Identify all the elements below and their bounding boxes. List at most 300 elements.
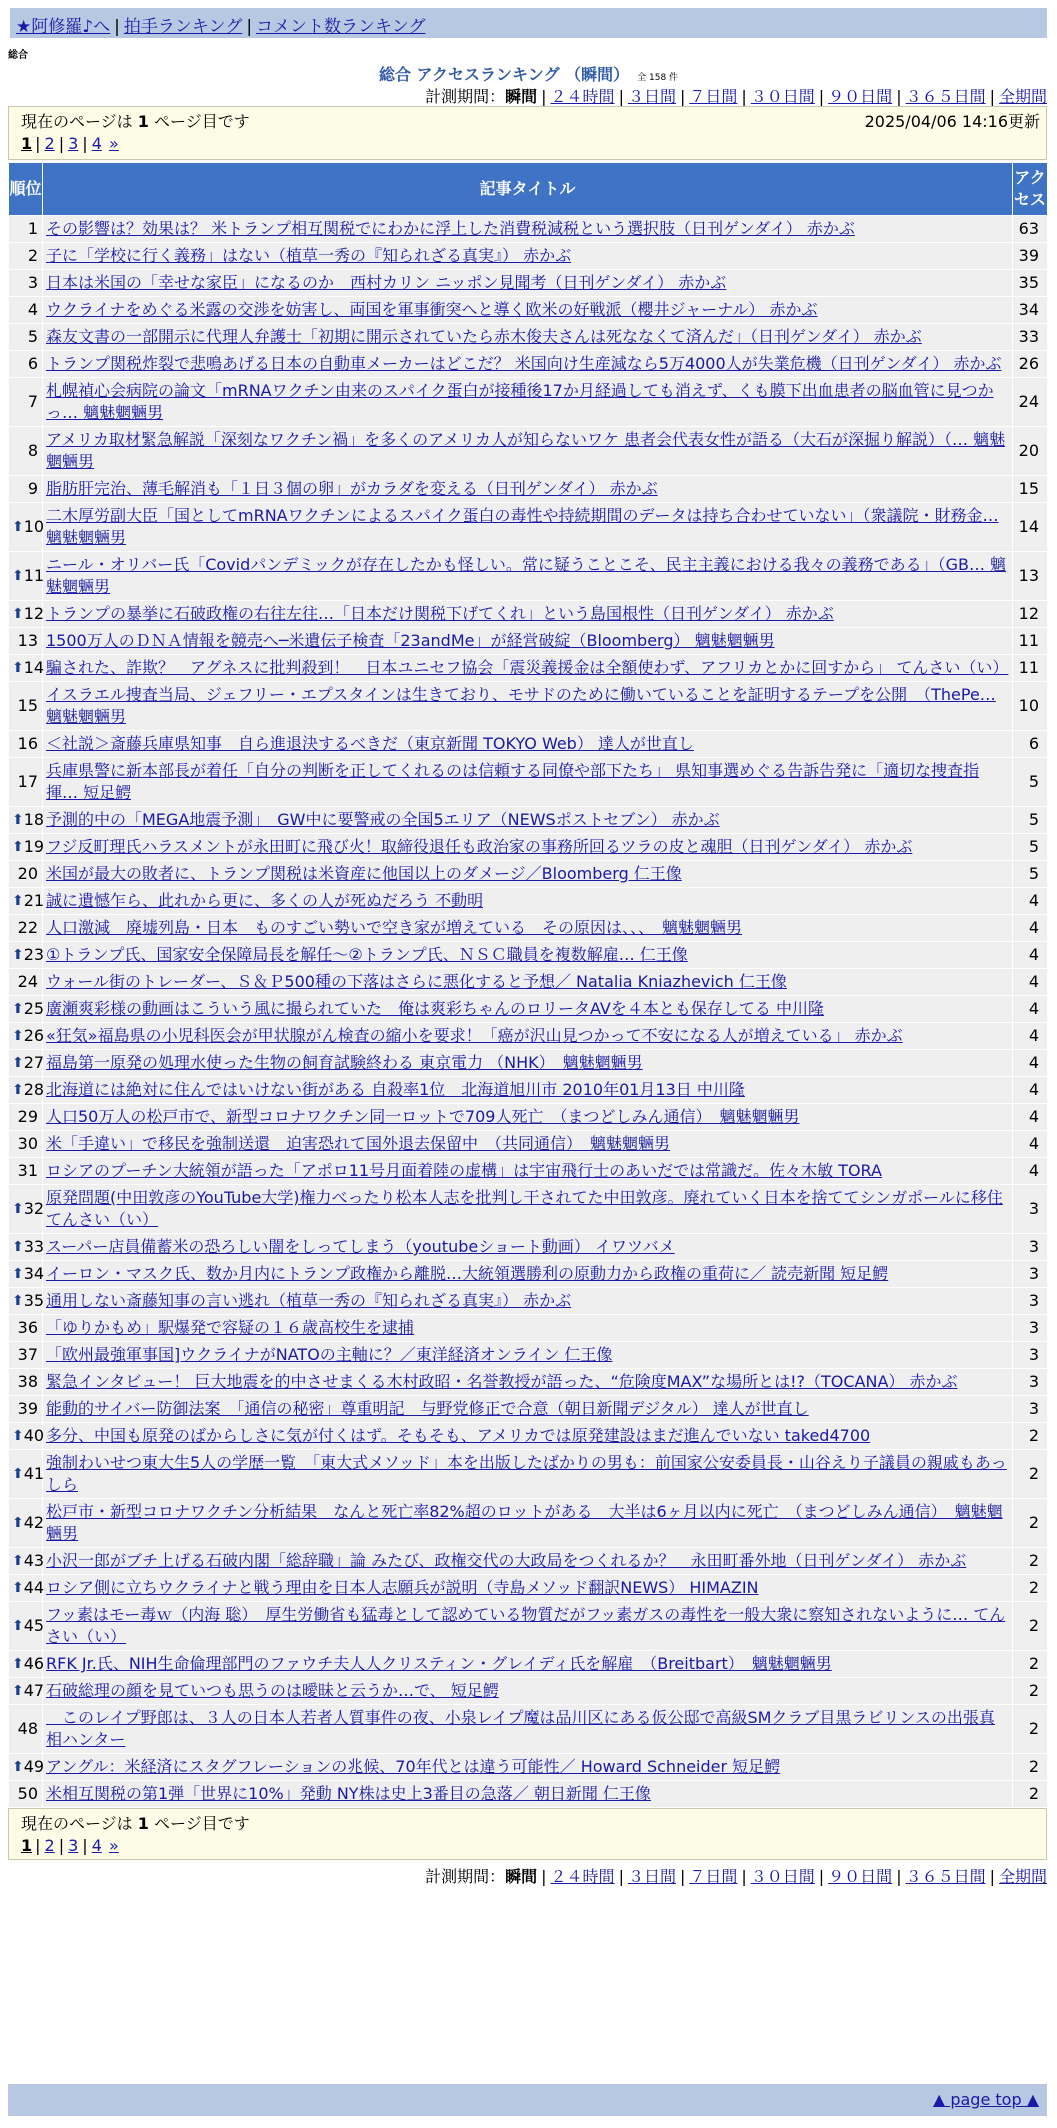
title-cell (43, 1396, 1013, 1423)
table-row (9, 1131, 1048, 1158)
title-cell (43, 1185, 1013, 1234)
rank-number: 37 (17, 1345, 38, 1364)
table-row (9, 243, 1048, 270)
article-link[interactable]: 札幌禎心会病院の論文「mRNAワクチン由来のスパイク蛋白が接種後17か月経過しても消えず、くも膜下出血患者の脳血管に見つかっ… 魑魅魍魎男 (46, 381, 994, 422)
title-cell (43, 1104, 1013, 1131)
article-link[interactable]: 小沢一郎がブチ上げる石破内閣「総辞職」論 みたび、政権交代の大政局をつくれるか？ 永田町番外地（日刊ゲンダイ） 赤かぶ (46, 1551, 967, 1570)
access-count: 2 (1013, 1423, 1048, 1450)
rank-number: 20 (17, 864, 38, 883)
article-link[interactable]: スーパー店員備蓄米の恐ろしい闇をしってしまう（youtubeショート動画） イワツバメ (46, 1237, 675, 1256)
rank-number: 32 (23, 1199, 45, 1218)
page-separator: | (82, 1836, 88, 1855)
table-row (9, 1050, 1048, 1077)
rank-cell (9, 243, 43, 270)
access-count: 2 (1013, 1754, 1048, 1781)
period-selector-top (425, 84, 1047, 107)
access-count: 12 (1013, 601, 1048, 628)
rank-up-arrow-icon: ⬆ (12, 1028, 24, 1044)
page-status: 現在のページは 1 ページ目です (21, 1814, 250, 1833)
table-row (9, 1705, 1048, 1754)
article-link[interactable]: RFK Jr.氏、NIH生命倫理部門のファウチ夫人人クリスティン・グレイディ氏を解雇 （Breitbart） 魑魅魍魎男 (46, 1654, 832, 1673)
title-cell (43, 351, 1013, 378)
table-row (9, 503, 1048, 552)
rank-number: 35 (23, 1291, 45, 1310)
rank-number: 49 (23, 1757, 45, 1776)
rank-cell (9, 1450, 43, 1499)
period-separator: | (618, 87, 624, 106)
rank-up-arrow-icon: ⬆ (12, 1201, 24, 1217)
period-link[interactable]: ２４時間 (550, 1867, 615, 1886)
title-cell (43, 1499, 1013, 1548)
page-separator: | (58, 1836, 65, 1855)
rank-number: 3 (27, 273, 38, 292)
article-link[interactable]: トランプ関税炸裂で悲鳴あげる日本の自動車メーカーはどこだ？ 米国向け生産減なら5万4000人が失業危機（日刊ゲンダイ） 赤かぶ (46, 354, 1002, 373)
breadcrumb: 総合 (8, 50, 28, 61)
table-row (9, 297, 1048, 324)
period-link[interactable]: ７日間 (689, 1867, 738, 1886)
title-cell (43, 1077, 1013, 1104)
table-row (9, 1450, 1048, 1499)
rank-up-arrow-icon: ⬆ (12, 1239, 24, 1255)
period-link[interactable]: 全期間 (998, 1867, 1047, 1886)
rank-cell (9, 351, 43, 378)
article-link[interactable]: 石破総理の顔を見ていつも思うのは曖昧と云うか…で、 短足鰐 (46, 1681, 499, 1700)
access-count: 13 (1013, 552, 1048, 601)
article-link[interactable]: «狂気»福島県の小児科医会が甲状腺がん検査の縮小を要求！「癌が沢山見つかって不安になる人が増えている」 赤かぶ (46, 1026, 903, 1045)
rank-number: 30 (17, 1134, 38, 1153)
period-separator: | (541, 87, 547, 106)
rank-cell (9, 1754, 43, 1781)
title-cell (43, 1548, 1013, 1575)
article-link[interactable]: 米「手違い」で移民を強制送還 迫害恐れて国外退去保留中 （共同通信） 魑魅魍魎男 (46, 1134, 671, 1153)
access-count: 5 (1013, 758, 1048, 807)
period-selector-bottom (425, 1864, 1047, 1887)
access-count: 4 (1013, 1077, 1048, 1104)
article-link[interactable]: 日本は米国の「幸せな家臣」になるのか 西村カリン ニッポン見聞考（日刊ゲンダイ） 赤かぶ (46, 273, 727, 292)
table-row (9, 476, 1048, 503)
access-count: 5 (1013, 807, 1048, 834)
article-link[interactable]: 二木厚労副大臣「国としてmRNAワクチンによるスパイク蛋白の毒性や持続期間のデータは持ち合わせていない」（衆議院・財務金… 魑魅魍魎男 (46, 506, 999, 547)
pager-panel-top (8, 106, 1047, 160)
period-separator: | (896, 1867, 902, 1886)
rank-cell (9, 1575, 43, 1602)
rank-number: 41 (23, 1464, 45, 1483)
period-separator: | (679, 87, 686, 106)
article-link[interactable]: ＜社説＞斎藤兵庫県知事 自ら進退決するべきだ（東京新聞 TOKYO Web） 達人が世直し (46, 734, 694, 753)
table-row (9, 601, 1048, 628)
title-cell (43, 503, 1013, 552)
rank-up-arrow-icon: ⬆ (12, 1515, 24, 1531)
article-link[interactable]: 松戸市・新型コロナワクチン分析結果 なんと死亡率82%超のロットがある 大半は6ヶ月以内に死亡 （まつどしみん通信） 魑魅魍魎男 (46, 1502, 1003, 1543)
title-cell (43, 427, 1013, 476)
rank-cell (9, 476, 43, 503)
title-cell (43, 1754, 1013, 1781)
rank-number: 36 (17, 1318, 38, 1337)
period-link[interactable]: ３日間 (627, 87, 676, 106)
rank-up-arrow-icon: ⬆ (12, 568, 24, 584)
top-nav-bar (10, 8, 1047, 38)
access-count: 4 (1013, 1158, 1048, 1185)
period-link[interactable]: ３６５日間 (905, 87, 986, 106)
nav-link-clap-ranking[interactable]: 拍手ランキング (123, 17, 243, 37)
article-link[interactable]: 森友文書の一部開示に代理人弁護士「初期に開示されていたら赤木俊夫さんは死ななくて済んだ」（日刊ゲンダイ） 赤かぶ (46, 327, 922, 346)
rank-cell (9, 628, 43, 655)
rank-cell (9, 915, 43, 942)
rank-number: 28 (23, 1080, 45, 1099)
rank-cell (9, 942, 43, 969)
ranking-table-body (9, 216, 1048, 1808)
table-row (9, 1288, 1048, 1315)
rank-up-arrow-icon: ⬆ (12, 1553, 24, 1569)
period-separator: | (741, 1867, 747, 1886)
article-link[interactable]: ウォール街のトレーダー、Ｓ＆Ｐ500種の下落はさらに悪化すると予想／ Natalia Kniazhevich 仁王像 (46, 972, 787, 991)
access-count: 2 (1013, 1499, 1048, 1548)
period-link[interactable]: ７日間 (689, 87, 738, 106)
title-cell (43, 1261, 1013, 1288)
rank-up-arrow-icon: ⬆ (12, 1656, 24, 1672)
rank-number: 7 (27, 392, 38, 411)
table-row (9, 655, 1048, 682)
title-cell (43, 807, 1013, 834)
access-count: 10 (1013, 682, 1048, 731)
access-count: 26 (1013, 351, 1048, 378)
nav-link-comment-ranking[interactable]: コメント数ランキング (256, 17, 426, 37)
access-count: 2 (1013, 1548, 1048, 1575)
table-row (9, 324, 1048, 351)
rank-cell (9, 1077, 43, 1104)
rank-up-arrow-icon: ⬆ (12, 812, 24, 828)
table-row (9, 1023, 1048, 1050)
article-link[interactable]: その影響は？効果は？ 米トランプ相互関税でにわかに浮上した消費税減税という選択肢（日刊ゲンダイ） 赤かぶ (46, 219, 855, 238)
page-separator: | (82, 134, 88, 153)
table-row (9, 834, 1048, 861)
period-label: 計測期間： (425, 87, 506, 106)
rank-number: 6 (27, 354, 38, 373)
access-count: 33 (1013, 324, 1048, 351)
article-link[interactable]: アメリカ取材緊急解説「深刻なワクチン禍」を多くのアメリカ人が知らないワケ 患者会代表女性が語る（大石が深掘り解説）（… 魑魅魍魎男 (46, 430, 1006, 471)
rank-up-arrow-icon: ⬆ (12, 1293, 24, 1309)
article-link[interactable]: 子に「学校に行く義務」はない（植草一秀の『知られざる真実』） 赤かぶ (46, 246, 572, 265)
title-cell (43, 216, 1013, 243)
rank-cell (9, 1315, 43, 1342)
rank-up-arrow-icon: ⬆ (12, 1580, 24, 1596)
access-count: 3 (1013, 1288, 1048, 1315)
rank-number: 46 (23, 1654, 45, 1673)
period-label: 計測期間： (425, 1867, 506, 1886)
rank-cell (9, 1050, 43, 1077)
title-cell (43, 758, 1013, 807)
ranking-table (8, 162, 1048, 1808)
table-row (9, 1678, 1048, 1705)
article-link[interactable]: フジ反町理氏ハラスメントが永田町に飛び火！取締役退任も政治家の事務所回るツラの皮と魂胆（日刊ゲンダイ） 赤かぶ (46, 837, 913, 856)
rank-cell (9, 861, 43, 888)
article-link[interactable]: 米相互関税の第1弾「世界に10%」発動 NY株は史上3番目の急落／ 朝日新聞 仁王像 (46, 1784, 651, 1803)
page-link[interactable]: 2 (44, 134, 55, 153)
access-count: 4 (1013, 915, 1048, 942)
table-row (9, 427, 1048, 476)
table-row (9, 1261, 1048, 1288)
article-link[interactable]: 強制わいせつ東大生5人の学歴一覧 「東大式メソッド」本を出版したばかりの男も：前国家公安委員長・山谷えり子議員の親戚もあっしら (46, 1453, 1007, 1494)
rank-up-arrow-icon: ⬆ (12, 519, 24, 535)
table-row (9, 915, 1048, 942)
page-top-link[interactable]: ▲ page top ▲ (932, 2090, 1039, 2109)
page-link[interactable]: 3 (68, 134, 79, 153)
updated-timestamp: 2025/04/06 14:16更新 (864, 112, 1040, 131)
article-link[interactable]: 能動的サイバー防御法案 「通信の秘密」尊重明記 与野党修正で合意（朝日新聞デジタル） 達人が世直し (46, 1399, 809, 1418)
period-link[interactable]: ３６５日間 (905, 1867, 986, 1886)
title-cell (43, 1602, 1013, 1651)
article-link[interactable]: 廣瀬爽彩様の動画はこういう風に撮られていた 俺は爽彩ちゃんのロリータAVを４本とも保存してる 中川隆 (46, 999, 824, 1018)
title-cell (43, 1423, 1013, 1450)
rank-number: 40 (23, 1426, 45, 1445)
access-count: 3 (1013, 1369, 1048, 1396)
rank-number: 26 (23, 1026, 45, 1045)
rank-cell (9, 731, 43, 758)
page-link[interactable]: 3 (68, 1836, 79, 1855)
access-count: 14 (1013, 503, 1048, 552)
title-cell (43, 682, 1013, 731)
access-count: 4 (1013, 1023, 1048, 1050)
article-link[interactable]: 誠に遺憾乍ら、此れから更に、多くの人が死ぬだろう 不動明 (46, 891, 484, 910)
table-row (9, 1315, 1048, 1342)
article-link[interactable]: 米国が最大の敗者に、トランプ関税は米資産に他国以上のダメージ／Bloomberg 仁王像 (46, 864, 682, 883)
rank-cell (9, 503, 43, 552)
table-row (9, 270, 1048, 297)
access-count: 4 (1013, 1050, 1048, 1077)
table-row (9, 1781, 1048, 1808)
article-link[interactable]: 人口50万人の松戸市で、新型コロナワクチン同一ロットで709人死亡 （まつどしみん通信） 魑魅魍魎男 (46, 1107, 800, 1126)
article-link[interactable]: 北海道には絶対に住んではいけない街がある 自殺率1位 北海道旭川市 2010年01月13日 中川隆 (46, 1080, 745, 1099)
title-cell (43, 969, 1013, 996)
rank-cell (9, 1158, 43, 1185)
rank-up-arrow-icon: ⬆ (12, 1055, 24, 1071)
table-row (9, 1158, 1048, 1185)
access-count: 4 (1013, 969, 1048, 996)
article-link[interactable]: 「欧州最強軍事国]ウクライナがNATOの主軸に？／東洋経済オンライン 仁王像 (46, 1345, 613, 1364)
access-count: 5 (1013, 834, 1048, 861)
access-count: 2 (1013, 1705, 1048, 1754)
rank-number: 10 (23, 517, 45, 536)
rank-number: 18 (23, 810, 45, 829)
title-cell (43, 243, 1013, 270)
table-row (9, 996, 1048, 1023)
article-link[interactable]: 予測的中の「MEGA地震予測」 GW中に要警戒の全国5エリア（NEWSポストセブン） 赤かぶ (46, 810, 720, 829)
page-separator: | (35, 1836, 41, 1855)
table-row (9, 1185, 1048, 1234)
rank-cell (9, 1104, 43, 1131)
access-count: 2 (1013, 1602, 1048, 1651)
title-cell (43, 1158, 1013, 1185)
rank-number: 22 (17, 918, 38, 937)
table-row (9, 1396, 1048, 1423)
period-link[interactable]: ９０日間 (828, 1867, 893, 1886)
rank-number: 47 (23, 1681, 45, 1700)
table-row (9, 758, 1048, 807)
rank-number: 21 (23, 891, 45, 910)
title-cell (43, 1315, 1013, 1342)
article-link[interactable]: ①トランプ氏、国家安全保障局長を解任～②トランプ氏、ＮＳＣ職員を複数解雇… 仁王像 (46, 945, 688, 964)
article-link[interactable]: 多分、中国も原発のばからしさに気が付くはず。そもそも、アメリカでは原発建設はまだ進んでいない taked4700 (46, 1426, 871, 1445)
article-link[interactable]: 騙された、詐欺？ アグネスに批判殺到！ 日本ユニセフ協会「震災義援金は全額使わず、アフリカとかに回すから」 てんさい（い） (46, 658, 1009, 677)
nav-link-asyura[interactable]: ★阿修羅♪へ (16, 17, 111, 37)
rank-cell (9, 297, 43, 324)
access-count: 11 (1013, 628, 1048, 655)
article-link[interactable]: ウクライナをめぐる米露の交渉を妨害し、両国を軍事衝突へと導く欧米の好戦派（櫻井ジャーナル） 赤かぶ (46, 300, 818, 319)
rank-number: 29 (17, 1107, 38, 1126)
table-row (9, 1499, 1048, 1548)
title-cell (43, 1678, 1013, 1705)
rank-up-arrow-icon: ⬆ (12, 1266, 24, 1282)
column-header-access: アクセス (1013, 163, 1048, 216)
period-separator: | (896, 87, 902, 106)
article-link[interactable]: 人口激減 廃墟列島・日本 ものすごい勢いで空き家が増えている その原因は、、、 魑魅魍魎男 (46, 918, 743, 937)
access-count: 6 (1013, 731, 1048, 758)
period-link[interactable]: ３日間 (627, 1867, 676, 1886)
period-separator: | (989, 87, 995, 106)
article-link[interactable]: ニール・オリバー氏「Covidパンデミックが存在したかも怪しい。常に疑うことこそ、民主主義における我々の義務である」（GB… 魑魅魍魎男 (46, 555, 1007, 596)
title-cell (43, 1050, 1013, 1077)
period-link[interactable]: ９０日間 (828, 87, 893, 106)
access-count: 15 (1013, 476, 1048, 503)
rank-cell (9, 758, 43, 807)
table-row (9, 1575, 1048, 1602)
rank-number: 5 (27, 327, 38, 346)
rank-number: 1 (27, 219, 38, 238)
article-link[interactable]: フッ素はモー毒ｗ（内海 聡） 厚生労働省も猛毒として認めている物質だがフッ素ガスの毒性を一般大衆に察知されないように… てんさい（い） (46, 1605, 1006, 1646)
period-separator: | (679, 1867, 686, 1886)
article-link[interactable]: イスラエル捜査当局、ジェフリー・エプスタインは生きており、モサドのために働いていることを証明するテープを公開 （ThePe… 魑魅魍魎男 (46, 685, 996, 726)
rank-cell (9, 682, 43, 731)
table-row (9, 1602, 1048, 1651)
nav-separator: | (246, 17, 253, 37)
access-count: 3 (1013, 1396, 1048, 1423)
access-count: 4 (1013, 888, 1048, 915)
title-cell (43, 834, 1013, 861)
article-link[interactable]: 「ゆりかもめ」駅爆発で容疑の１６歳高校生を逮捕 (46, 1318, 415, 1337)
access-count: 35 (1013, 270, 1048, 297)
article-link[interactable]: 脂肪肝完治、薄毛解消も「１日３個の卵」がカラダを変える（日刊ゲンダイ） 赤かぶ (46, 479, 658, 498)
table-row (9, 1651, 1048, 1678)
title-cell (43, 1575, 1013, 1602)
table-row (9, 378, 1048, 427)
table-row (9, 1104, 1048, 1131)
page-link[interactable]: 4 (91, 134, 102, 153)
page-title-text: 総合 アクセスランキング （瞬間） (378, 65, 630, 84)
access-count: 3 (1013, 1315, 1048, 1342)
rank-number: 42 (23, 1513, 45, 1532)
access-count: 24 (1013, 378, 1048, 427)
rank-number: 11 (23, 566, 45, 585)
article-link[interactable]: 原発問題(中田敦彦のYouTube大学)権力べったり松本人志を批判し干されてた中田敦彦。廃れていく日本を捨ててシンガポールに移住 てんさい（い） (46, 1188, 1003, 1229)
rank-cell (9, 996, 43, 1023)
article-link[interactable]: ロシア側に立ちウクライナと戦う理由を日本人志願兵が説明（寺島メソッド翻訳NEWS） HIMAZIN (46, 1578, 759, 1597)
article-link[interactable]: 緊急インタビュー！ 巨大地震を的中させまくる木村政昭・名誉教授が語った、“危険度MAX”な場所とは!?（TOCANA） 赤かぶ (46, 1372, 958, 1391)
next-page-link[interactable]: » (108, 134, 119, 153)
rank-cell (9, 1342, 43, 1369)
rank-number: 23 (23, 945, 45, 964)
rank-number: 38 (17, 1372, 38, 1391)
title-cell (43, 1288, 1013, 1315)
table-row (9, 1077, 1048, 1104)
access-count: 4 (1013, 996, 1048, 1023)
table-row (9, 216, 1048, 243)
title-cell (43, 996, 1013, 1023)
access-count: 20 (1013, 427, 1048, 476)
article-link[interactable]: トランプの暴挙に石破政権の右往左往…「日本だけ関税下げてくれ」という島国根性（日刊ゲンダイ） 赤かぶ (46, 604, 834, 623)
rank-cell (9, 324, 43, 351)
access-count: 34 (1013, 297, 1048, 324)
title-cell (43, 476, 1013, 503)
article-link[interactable]: 通用しない斎藤知事の言い逃れ（植草一秀の『知られざる真実』） 赤かぶ (46, 1291, 572, 1310)
title-cell (43, 1234, 1013, 1261)
rank-cell (9, 1602, 43, 1651)
page-separator: | (58, 134, 65, 153)
access-count: 39 (1013, 243, 1048, 270)
page-link[interactable]: 2 (44, 1836, 55, 1855)
article-link[interactable]: このレイプ野郎は、３人の日本人若者人質事件の夜、小泉レイプ魔は品川区にある仮公邸で高級SMクラブ目黒ラビリンスの出張真相ハンター (46, 1708, 995, 1749)
table-row (9, 351, 1048, 378)
article-link[interactable]: ロシアのプーチン大統領が語った「アポロ11号月面着陸の虚構」は宇宙飛行士のあいだでは常識だ。佐々木敏 TORA (46, 1161, 882, 1180)
period-current: 瞬間 (505, 87, 538, 106)
title-cell (43, 731, 1013, 758)
access-count: 2 (1013, 1575, 1048, 1602)
rank-number: 24 (17, 972, 38, 991)
title-cell (43, 1651, 1013, 1678)
access-count: 11 (1013, 655, 1048, 682)
rank-up-arrow-icon: ⬆ (12, 1082, 24, 1098)
rank-cell (9, 1781, 43, 1808)
table-row (9, 1342, 1048, 1369)
article-link[interactable]: 福島第一原発の処理水使った生物の飼育試験終わる 東京電力 （NHK） 魑魅魍魎男 (46, 1053, 643, 1072)
column-header-rank: 順位 (9, 163, 43, 216)
article-link[interactable]: アングル：米経済にスタグフレーションの兆候、70年代とは違う可能性／ Howard Schneider 短足鰐 (46, 1757, 781, 1776)
period-current: 瞬間 (505, 1867, 538, 1886)
rank-cell (9, 1369, 43, 1396)
next-page-link[interactable]: » (108, 1836, 119, 1855)
period-link[interactable]: 全期間 (998, 87, 1047, 106)
table-row (9, 1423, 1048, 1450)
period-link[interactable]: ３０日間 (750, 1867, 815, 1886)
rank-cell (9, 1288, 43, 1315)
period-link[interactable]: ３０日間 (750, 87, 815, 106)
article-link[interactable]: イーロン・マスク氏、数か月内にトランプ政権から離脱…大統領選勝利の原動力から政権の重荷に／ 読売新聞 短足鰐 (46, 1264, 889, 1283)
table-row (9, 1369, 1048, 1396)
rank-number: 8 (27, 441, 38, 460)
title-cell (43, 655, 1013, 682)
rank-up-arrow-icon: ⬆ (12, 893, 24, 909)
title-cell (43, 270, 1013, 297)
table-row (9, 1754, 1048, 1781)
article-link[interactable]: 兵庫県警に新本部長が着任「自分の判断を正してくれるのは信頼する同僚や部下たち」 県知事選めぐる告訴告発に「適切な捜査指揮… 短足鰐 (46, 761, 980, 802)
page-current: 1 (21, 1836, 33, 1855)
access-count: 63 (1013, 216, 1048, 243)
rank-cell (9, 1423, 43, 1450)
period-link[interactable]: ２４時間 (550, 87, 615, 106)
access-count: 2 (1013, 1781, 1048, 1808)
title-cell (43, 378, 1013, 427)
rank-up-arrow-icon: ⬆ (12, 1001, 24, 1017)
period-separator: | (818, 1867, 825, 1886)
rank-cell (9, 1023, 43, 1050)
rank-up-arrow-icon: ⬆ (12, 660, 24, 676)
page-link[interactable]: 4 (91, 1836, 102, 1855)
rank-cell (9, 1396, 43, 1423)
table-row (9, 1548, 1048, 1575)
title-cell (43, 915, 1013, 942)
rank-number: 9 (27, 479, 38, 498)
article-link[interactable]: 1500万人のＤＮＡ情報を競売へ─米遺伝子検査「23andMe」が経営破綻（Bloomberg） 魑魅魍魎男 (46, 631, 775, 650)
table-header-row (9, 163, 1048, 216)
